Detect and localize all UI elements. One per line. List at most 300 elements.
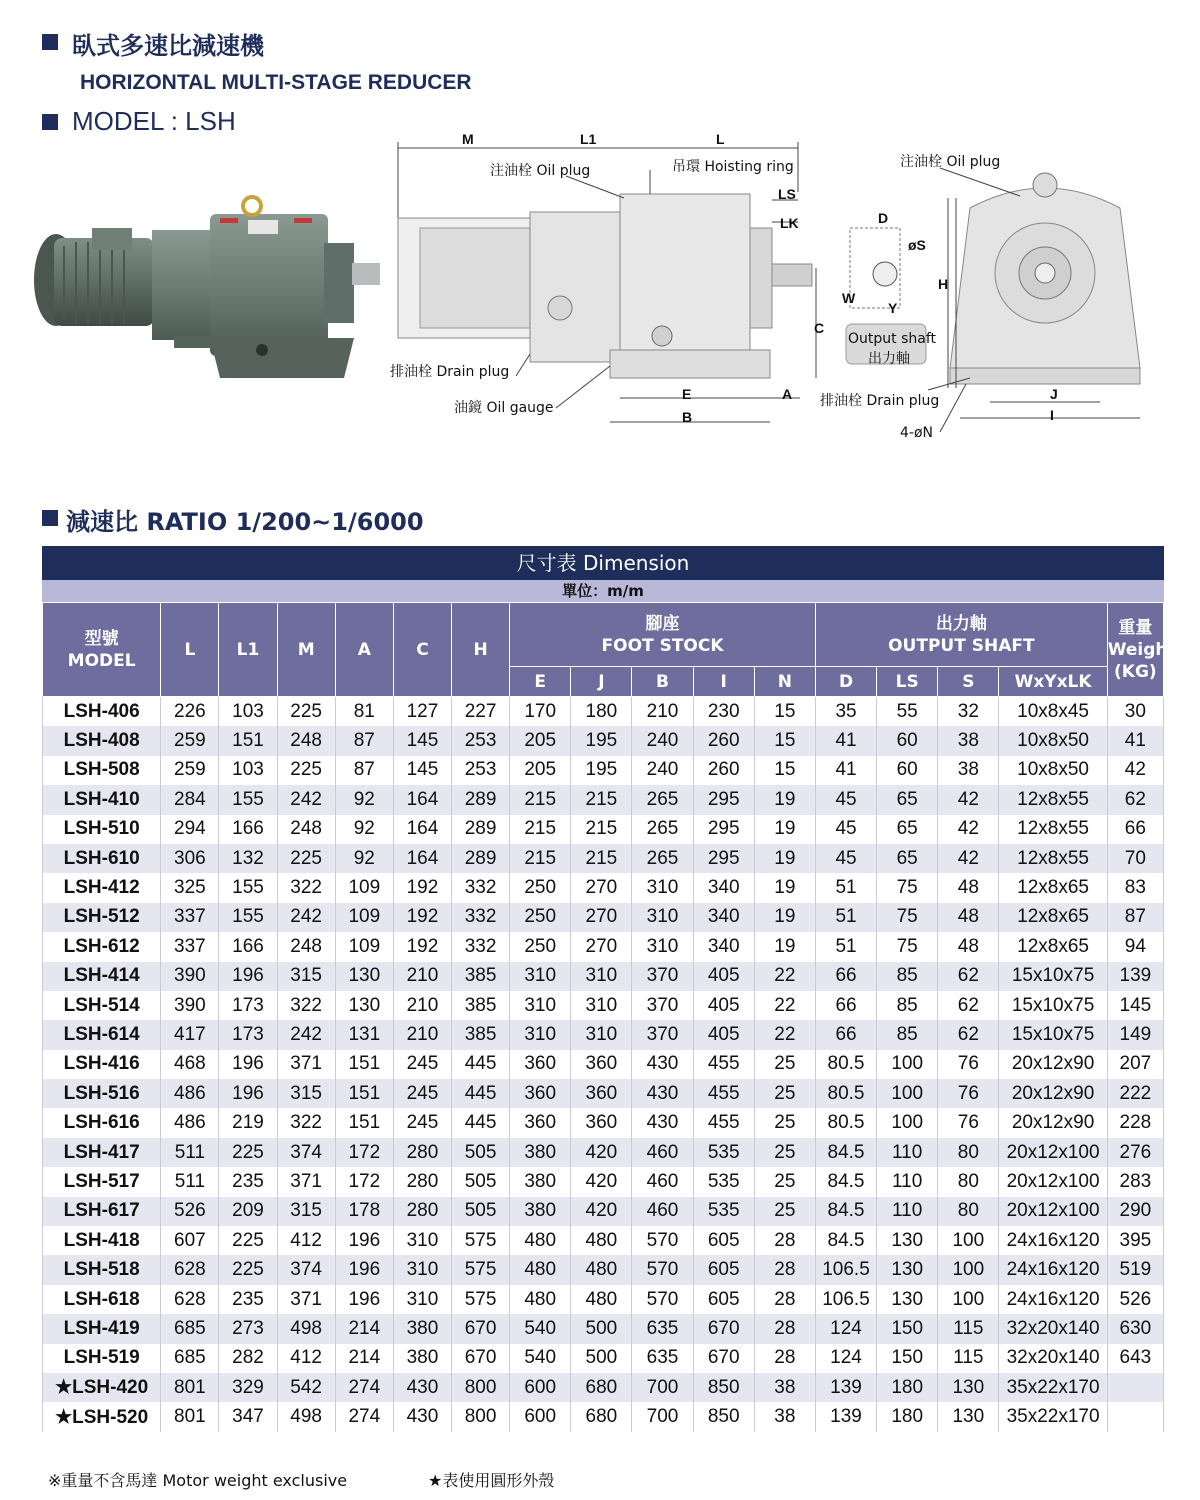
table-cell: 505: [452, 1167, 510, 1196]
table-cell: 455: [693, 1079, 754, 1108]
table-cell: 680: [571, 1402, 632, 1431]
table-cell: 385: [452, 1020, 510, 1049]
table-cell: 670: [452, 1344, 510, 1373]
table-cell: 260: [693, 726, 754, 755]
table-cell: 178: [335, 1197, 393, 1226]
table-cell: 76: [938, 1050, 999, 1079]
table-cell: 80.5: [815, 1050, 876, 1079]
table-cell: 38: [938, 756, 999, 785]
table-cell: 519: [1107, 1255, 1163, 1284]
table-cell: 15: [754, 756, 815, 785]
table-cell: 265: [632, 844, 693, 873]
table-cell: 310: [393, 1226, 451, 1255]
table-cell: 630: [1107, 1314, 1163, 1343]
table-cell: 265: [632, 815, 693, 844]
table-cell: 28: [754, 1255, 815, 1284]
title-en: HORIZONTAL MULTI-STAGE REDUCER: [80, 71, 472, 94]
table-row: [43, 844, 1164, 873]
table-cell: 110: [877, 1167, 938, 1196]
table-cell: 337: [161, 932, 219, 961]
model-cell: LSH-414: [43, 962, 161, 991]
table-cell: 315: [277, 962, 335, 991]
table-cell: 480: [510, 1285, 571, 1314]
table-cell: 170: [510, 697, 571, 727]
table-cell: 480: [510, 1255, 571, 1284]
header-output-shaft: [815, 603, 1107, 667]
table-cell: 100: [877, 1079, 938, 1108]
dim-label-y: Y: [888, 300, 898, 316]
table-cell: 124: [815, 1314, 876, 1343]
table-cell: 306: [161, 844, 219, 873]
table-cell: 19: [754, 932, 815, 961]
model-cell: LSH-516: [43, 1079, 161, 1108]
table-cell: 65: [877, 844, 938, 873]
table-cell: 225: [277, 697, 335, 727]
table-cell: 19: [754, 903, 815, 932]
table-cell: 605: [693, 1285, 754, 1314]
table-cell: 20x12x100: [999, 1167, 1107, 1196]
table-cell: 130: [335, 962, 393, 991]
table-row: [43, 873, 1164, 902]
table-cell: 480: [571, 1255, 632, 1284]
table-cell: 245: [393, 1108, 451, 1137]
table-cell: 110: [877, 1197, 938, 1226]
table-cell: 80: [938, 1197, 999, 1226]
table-cell: 430: [393, 1402, 451, 1431]
table-cell: 100: [877, 1050, 938, 1079]
table-cell: 109: [335, 873, 393, 902]
table-cell: 180: [877, 1373, 938, 1402]
table-cell: 801: [161, 1373, 219, 1402]
table-cell: 250: [510, 903, 571, 932]
table-cell: 250: [510, 873, 571, 902]
table-cell: 106.5: [815, 1255, 876, 1284]
table-cell: 22: [754, 1020, 815, 1049]
table-cell: 289: [452, 785, 510, 814]
dimension-table: [42, 546, 1176, 1432]
table-cell: 535: [693, 1197, 754, 1226]
table-row: [43, 932, 1164, 961]
table-cell: 139: [1107, 962, 1163, 991]
table-cell: 242: [277, 785, 335, 814]
table-row: [43, 1050, 1164, 1079]
table-cell: 196: [219, 1079, 277, 1108]
table-body: [43, 697, 1164, 1432]
model-cell: LSH-408: [43, 726, 161, 755]
table-cell: 420: [571, 1197, 632, 1226]
table-cell: 575: [452, 1255, 510, 1284]
table-cell: 172: [335, 1138, 393, 1167]
table-cell: 245: [393, 1079, 451, 1108]
table-cell: 225: [219, 1255, 277, 1284]
table-cell: 468: [161, 1050, 219, 1079]
table-cell: 65: [877, 785, 938, 814]
table-row: [43, 1079, 1164, 1108]
table-cell: 498: [277, 1402, 335, 1431]
table-cell: 329: [219, 1373, 277, 1402]
table-row: [43, 1314, 1164, 1343]
table-cell: 374: [277, 1138, 335, 1167]
table-cell: 260: [693, 756, 754, 785]
table-cell: 19: [754, 785, 815, 814]
header-wxyxlk: WxYxLK: [999, 667, 1107, 697]
table-cell: 32x20x140: [999, 1314, 1107, 1343]
table-cell: 145: [393, 756, 451, 785]
table-row: [43, 1138, 1164, 1167]
table-cell: 92: [335, 785, 393, 814]
table-unit: 單位：m/m: [42, 580, 1164, 602]
table-cell: 347: [219, 1402, 277, 1431]
table-cell: 32x20x140: [999, 1344, 1107, 1373]
table-cell: 85: [877, 962, 938, 991]
table-row: [43, 1108, 1164, 1137]
model-cell: LSH-410: [43, 785, 161, 814]
table-cell: 196: [335, 1285, 393, 1314]
table-cell: 15: [754, 697, 815, 727]
table-cell: 310: [571, 962, 632, 991]
table-cell: 38: [754, 1373, 815, 1402]
table-cell: 253: [452, 726, 510, 755]
table-cell: 575: [452, 1285, 510, 1314]
table-cell: 340: [693, 932, 754, 961]
table-cell: 628: [161, 1255, 219, 1284]
dim-label-b: B: [682, 409, 693, 425]
table-row: [43, 991, 1164, 1020]
table-cell: 139: [815, 1402, 876, 1431]
table-cell: 25: [754, 1079, 815, 1108]
table-cell: 106.5: [815, 1285, 876, 1314]
table-cell: 430: [632, 1050, 693, 1079]
model-cell: LSH-510: [43, 815, 161, 844]
table-cell: 22: [754, 991, 815, 1020]
footnote-weight: ※重量不含馬達 Motor weight exclusive: [48, 1471, 348, 1490]
table-cell: 322: [277, 991, 335, 1020]
table-cell: 315: [277, 1197, 335, 1226]
table-cell: 295: [693, 844, 754, 873]
drain-plug-label-right: 排油栓 Drain plug: [820, 393, 940, 409]
table-cell: 511: [161, 1138, 219, 1167]
table-cell: 25: [754, 1167, 815, 1196]
output-shaft-label-en: Output shaft: [848, 331, 936, 347]
table-cell: 164: [393, 844, 451, 873]
table-cell: 850: [693, 1373, 754, 1402]
dim-label-d: D: [878, 210, 889, 226]
table-cell: 460: [632, 1167, 693, 1196]
model-heading: MODEL : LSH: [72, 106, 236, 136]
table-cell: 511: [161, 1167, 219, 1196]
table-cell: 41: [815, 756, 876, 785]
table-cell: 370: [632, 962, 693, 991]
table-cell: 700: [632, 1402, 693, 1431]
table-cell: 385: [452, 991, 510, 1020]
header-weight-en: Weight: [1107, 639, 1176, 660]
table-cell: 670: [693, 1314, 754, 1343]
table-cell: 196: [335, 1255, 393, 1284]
table-cell: 139: [815, 1373, 876, 1402]
model-cell: ★LSH-520: [43, 1402, 161, 1431]
table-cell: 25: [754, 1108, 815, 1137]
table-cell: 130: [877, 1226, 938, 1255]
table-cell: 575: [452, 1226, 510, 1255]
table-cell: 35: [815, 697, 876, 727]
table-cell: 284: [161, 785, 219, 814]
table-cell: 65: [877, 815, 938, 844]
table-cell: 92: [335, 844, 393, 873]
table-cell: 42: [938, 785, 999, 814]
model-cell: LSH-610: [43, 844, 161, 873]
title-zh: 臥式多速比減速機: [72, 32, 264, 60]
model-cell: LSH-508: [43, 756, 161, 785]
table-cell: 370: [632, 1020, 693, 1049]
table-cell: 274: [335, 1373, 393, 1402]
table-cell: 20x12x100: [999, 1197, 1107, 1226]
table-cell: 390: [161, 962, 219, 991]
table-cell: 130: [877, 1255, 938, 1284]
table-cell: 215: [510, 815, 571, 844]
table-cell: 259: [161, 726, 219, 755]
table-cell: 405: [693, 962, 754, 991]
table-cell: 66: [815, 962, 876, 991]
header-d: D: [815, 667, 876, 697]
header-s: S: [938, 667, 999, 697]
table-cell: 445: [452, 1079, 510, 1108]
table-cell: 24x16x120: [999, 1285, 1107, 1314]
table-cell: 130: [938, 1402, 999, 1431]
table-cell: 405: [693, 991, 754, 1020]
table-cell: 205: [510, 756, 571, 785]
table-cell: 155: [219, 903, 277, 932]
table-cell: 801: [161, 1402, 219, 1431]
table-cell: 380: [393, 1314, 451, 1343]
table-cell: 315: [277, 1079, 335, 1108]
table-cell: 215: [571, 844, 632, 873]
table-cell: 248: [277, 726, 335, 755]
table-cell: 173: [219, 991, 277, 1020]
dim-label-l1: L1: [580, 131, 597, 147]
table-cell: 371: [277, 1285, 335, 1314]
table-cell: 151: [335, 1108, 393, 1137]
table-cell: 270: [571, 873, 632, 902]
header-ls: LS: [877, 667, 938, 697]
table-cell: 310: [393, 1255, 451, 1284]
header-i: I: [693, 667, 754, 697]
table-cell: 41: [815, 726, 876, 755]
table-cell: 48: [938, 873, 999, 902]
table-cell: 253: [452, 756, 510, 785]
model-cell: ★LSH-420: [43, 1373, 161, 1402]
table-cell: 340: [693, 873, 754, 902]
table-cell: 62: [938, 1020, 999, 1049]
table-cell: 210: [632, 697, 693, 727]
table-cell: 445: [452, 1050, 510, 1079]
table-cell: 498: [277, 1314, 335, 1343]
table-cell: 332: [452, 903, 510, 932]
table-cell: 155: [219, 785, 277, 814]
table-cell: 60: [877, 756, 938, 785]
table-cell: 24x16x120: [999, 1255, 1107, 1284]
table-cell: 12x8x55: [999, 815, 1107, 844]
table-cell: 245: [393, 1050, 451, 1079]
table-cell: 62: [938, 962, 999, 991]
table-cell: 66: [815, 1020, 876, 1049]
hoisting-ring-label: 吊環 Hoisting ring: [672, 159, 794, 175]
table-cell: 310: [510, 1020, 571, 1049]
table-cell: 150: [877, 1344, 938, 1373]
table-cell: 42: [938, 815, 999, 844]
table-cell: 80.5: [815, 1079, 876, 1108]
table-cell: 205: [510, 726, 571, 755]
table-cell: 131: [335, 1020, 393, 1049]
table-cell: 480: [571, 1285, 632, 1314]
table-cell: 164: [393, 785, 451, 814]
table-cell: 310: [632, 873, 693, 902]
table-cell: 42: [1107, 756, 1163, 785]
table-row: [43, 1285, 1164, 1314]
table-cell: 337: [161, 903, 219, 932]
table-cell: 45: [815, 844, 876, 873]
model-cell: LSH-416: [43, 1050, 161, 1079]
header-foot-stock: [510, 603, 816, 667]
table-cell: 215: [510, 844, 571, 873]
table-cell: 445: [452, 1108, 510, 1137]
table-cell: 214: [335, 1344, 393, 1373]
table-cell: 259: [161, 756, 219, 785]
table-cell: 85: [877, 1020, 938, 1049]
table-cell: 20x12x90: [999, 1108, 1107, 1137]
table-cell: 505: [452, 1138, 510, 1167]
model-cell: LSH-617: [43, 1197, 161, 1226]
table-cell: 540: [510, 1344, 571, 1373]
table-cell: 80.5: [815, 1108, 876, 1137]
table-cell: 127: [393, 697, 451, 727]
table-cell: 605: [693, 1255, 754, 1284]
header-weight: [1107, 603, 1176, 697]
table-cell: 109: [335, 903, 393, 932]
table-cell: 76: [938, 1079, 999, 1108]
table-cell: 28: [754, 1314, 815, 1343]
table-cell: 219: [219, 1108, 277, 1137]
table-cell: 15x10x75: [999, 991, 1107, 1020]
table-cell: 325: [161, 873, 219, 902]
table-cell: 526: [161, 1197, 219, 1226]
table-cell: 289: [452, 844, 510, 873]
table-cell: 242: [277, 903, 335, 932]
table-cell: 48: [938, 932, 999, 961]
table-row: [43, 1402, 1164, 1431]
table-cell: 45: [815, 785, 876, 814]
table-cell: 15x10x75: [999, 962, 1107, 991]
table-cell: 196: [219, 962, 277, 991]
header-a: A: [335, 603, 393, 697]
table-cell: 87: [335, 726, 393, 755]
table-cell: 70: [1107, 844, 1163, 873]
header-n: N: [754, 667, 815, 697]
table-cell: 10x8x50: [999, 756, 1107, 785]
dim-label-m: M: [462, 131, 474, 147]
table-cell: 226: [161, 697, 219, 727]
table-cell: 75: [877, 873, 938, 902]
table-cell: 210: [393, 962, 451, 991]
table-cell: 145: [1107, 991, 1163, 1020]
table-cell: 20x12x90: [999, 1050, 1107, 1079]
header-j: J: [571, 667, 632, 697]
header-foot-zh: 腳座: [645, 613, 680, 634]
table-cell: 360: [510, 1050, 571, 1079]
table-cell: 215: [571, 785, 632, 814]
table-cell: 370: [632, 991, 693, 1020]
table-cell: 195: [571, 726, 632, 755]
table-cell: 166: [219, 932, 277, 961]
header-h: H: [452, 603, 510, 697]
header-c: C: [393, 603, 451, 697]
table-cell: 360: [571, 1079, 632, 1108]
table-cell: 289: [452, 815, 510, 844]
table-cell: 535: [693, 1167, 754, 1196]
table-row: [43, 1020, 1164, 1049]
table-cell: 225: [219, 1226, 277, 1255]
table-cell: 19: [754, 873, 815, 902]
table-cell: 76: [938, 1108, 999, 1137]
table-cell: 800: [452, 1373, 510, 1402]
table-cell: 600: [510, 1402, 571, 1431]
dim-label-i: I: [1050, 407, 1054, 423]
table-cell: 41: [1107, 726, 1163, 755]
model-cell: LSH-512: [43, 903, 161, 932]
table-cell: 42: [938, 844, 999, 873]
table-cell: 332: [452, 932, 510, 961]
table-cell: 685: [161, 1344, 219, 1373]
table-cell: 81: [335, 697, 393, 727]
table-row: [43, 1373, 1164, 1402]
table-cell: 48: [938, 903, 999, 932]
table-cell: 542: [277, 1373, 335, 1402]
header-model: [43, 603, 161, 697]
table-cell: 215: [571, 815, 632, 844]
table-cell: 420: [571, 1167, 632, 1196]
table-cell: 310: [510, 962, 571, 991]
nut-label: 4-øN: [900, 425, 933, 441]
table-cell: 115: [938, 1314, 999, 1343]
table-cell: 84.5: [815, 1167, 876, 1196]
table-cell: 66: [1107, 815, 1163, 844]
table-cell: 94: [1107, 932, 1163, 961]
table-row: [43, 785, 1164, 814]
table-cell: 380: [510, 1197, 571, 1226]
table-row: [43, 697, 1164, 727]
table-cell: 390: [161, 991, 219, 1020]
table-cell: 180: [877, 1402, 938, 1431]
drain-plug-label-left: 排油栓 Drain plug: [390, 364, 510, 380]
table-cell: 12x8x55: [999, 844, 1107, 873]
table-cell: 310: [510, 991, 571, 1020]
dim-label-w: W: [842, 290, 856, 306]
table-cell: 295: [693, 785, 754, 814]
table-row: [43, 815, 1164, 844]
table-cell: 214: [335, 1314, 393, 1343]
table-cell: 166: [219, 815, 277, 844]
table-cell: 103: [219, 756, 277, 785]
table-cell: 80: [938, 1138, 999, 1167]
table-cell: 670: [452, 1314, 510, 1343]
table-cell: 310: [393, 1285, 451, 1314]
table-cell: 30: [1107, 697, 1163, 727]
table-cell: 360: [510, 1079, 571, 1108]
table-cell: 310: [571, 991, 632, 1020]
table-cell: 380: [510, 1138, 571, 1167]
table-cell: 20x12x100: [999, 1138, 1107, 1167]
table-cell: 395: [1107, 1226, 1163, 1255]
table-cell: 210: [393, 991, 451, 1020]
